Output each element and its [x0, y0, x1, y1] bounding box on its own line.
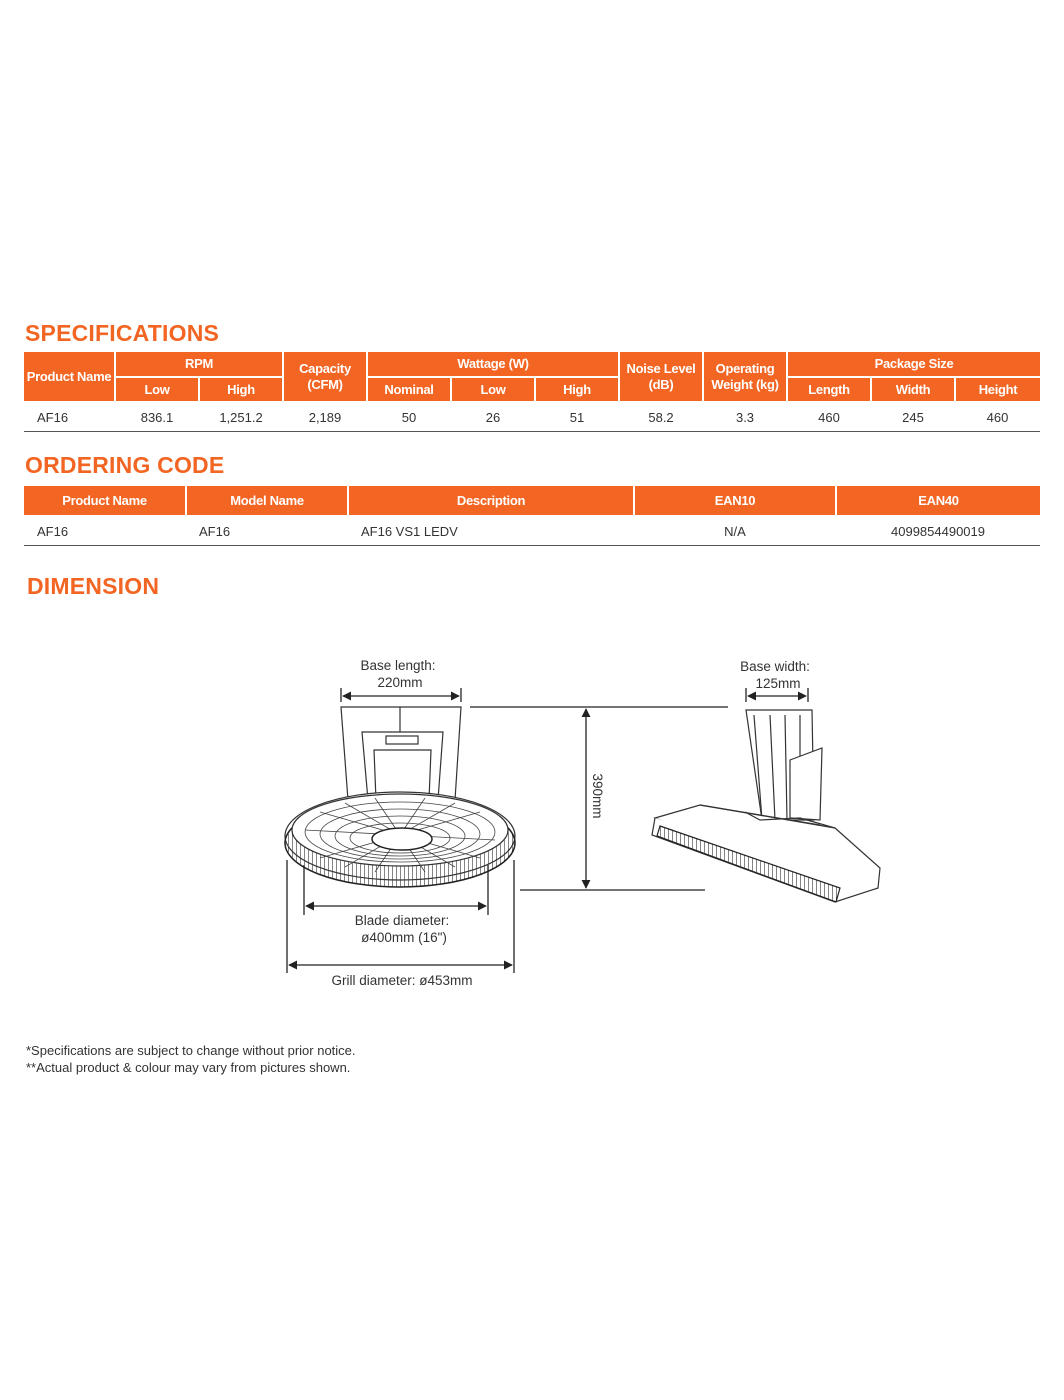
header-product-name: Product Name — [24, 352, 115, 402]
grill-diameter-label: Grill diameter: ø453mm — [331, 973, 473, 988]
header-model-name: Model Name — [186, 486, 348, 516]
cell-length: 460 — [787, 402, 871, 432]
footnotes — [26, 1042, 356, 1076]
ordering-code-table — [24, 486, 1040, 546]
header-wattage-nominal: Nominal — [367, 377, 451, 402]
blade-diameter-value: ø400mm (16") — [361, 930, 447, 945]
footnote-specifications: *Specifications are subject to change without prior notice. — [26, 1043, 356, 1058]
header-weight: Operating Weight (kg) — [703, 352, 787, 402]
base-width-label: Base width: — [740, 659, 810, 674]
cell-product-name: AF16 — [24, 516, 186, 546]
table-row — [24, 402, 1040, 432]
cell-watt-nominal: 50 — [367, 402, 451, 432]
header-package-size: Package Size — [787, 352, 1040, 377]
dimension-title: DIMENSION — [27, 573, 160, 599]
header-wattage-high: High — [535, 377, 619, 402]
cell-height: 460 — [955, 402, 1040, 432]
cell-model-name: AF16 — [186, 516, 348, 546]
fan-front-view — [285, 707, 515, 887]
specifications-title: SPECIFICATIONS — [25, 320, 220, 346]
header-wattage: Wattage (W) — [367, 352, 619, 377]
cell-rpm-low: 836.1 — [115, 402, 199, 432]
header-rpm: RPM — [115, 352, 283, 377]
base-length-label: Base length: — [360, 658, 436, 673]
base-length-value: 220mm — [377, 675, 423, 690]
header-ean10: EAN10 — [634, 486, 836, 516]
header-length: Length — [787, 377, 871, 402]
cell-rpm-high: 1,251.2 — [199, 402, 283, 432]
ordering-code-title: ORDERING CODE — [25, 452, 225, 478]
cell-ean10: N/A — [634, 516, 836, 546]
cell-weight: 3.3 — [703, 402, 787, 432]
specifications-table — [24, 352, 1040, 432]
header-rpm-high: High — [199, 377, 283, 402]
header-noise: Noise Level (dB) — [619, 352, 703, 402]
blade-diameter-label: Blade diameter: — [354, 913, 450, 928]
header-capacity: Capacity (CFM) — [283, 352, 367, 402]
cell-capacity: 2,189 — [283, 402, 367, 432]
cell-noise: 58.2 — [619, 402, 703, 432]
header-width: Width — [871, 377, 955, 402]
header-product-name: Product Name — [24, 486, 186, 516]
header-wattage-low: Low — [451, 377, 535, 402]
cell-watt-low: 26 — [451, 402, 535, 432]
cell-width: 245 — [871, 402, 955, 432]
header-ean40: EAN40 — [836, 486, 1040, 516]
height-value: 390mm — [590, 773, 605, 819]
base-width-value: 125mm — [755, 676, 801, 691]
dimension-drawing — [0, 640, 1064, 1020]
footnote-colour: **Actual product & colour may vary from pictures shown. — [26, 1060, 351, 1075]
cell-description: AF16 VS1 LEDV — [348, 516, 634, 546]
fan-side-view — [652, 710, 880, 902]
header-description: Description — [348, 486, 634, 516]
cell-ean40: 4099854490019 — [836, 516, 1040, 546]
cell-watt-high: 51 — [535, 402, 619, 432]
cell-product: AF16 — [24, 402, 115, 432]
header-height: Height — [955, 377, 1040, 402]
table-row — [24, 516, 1040, 546]
header-rpm-low: Low — [115, 377, 199, 402]
